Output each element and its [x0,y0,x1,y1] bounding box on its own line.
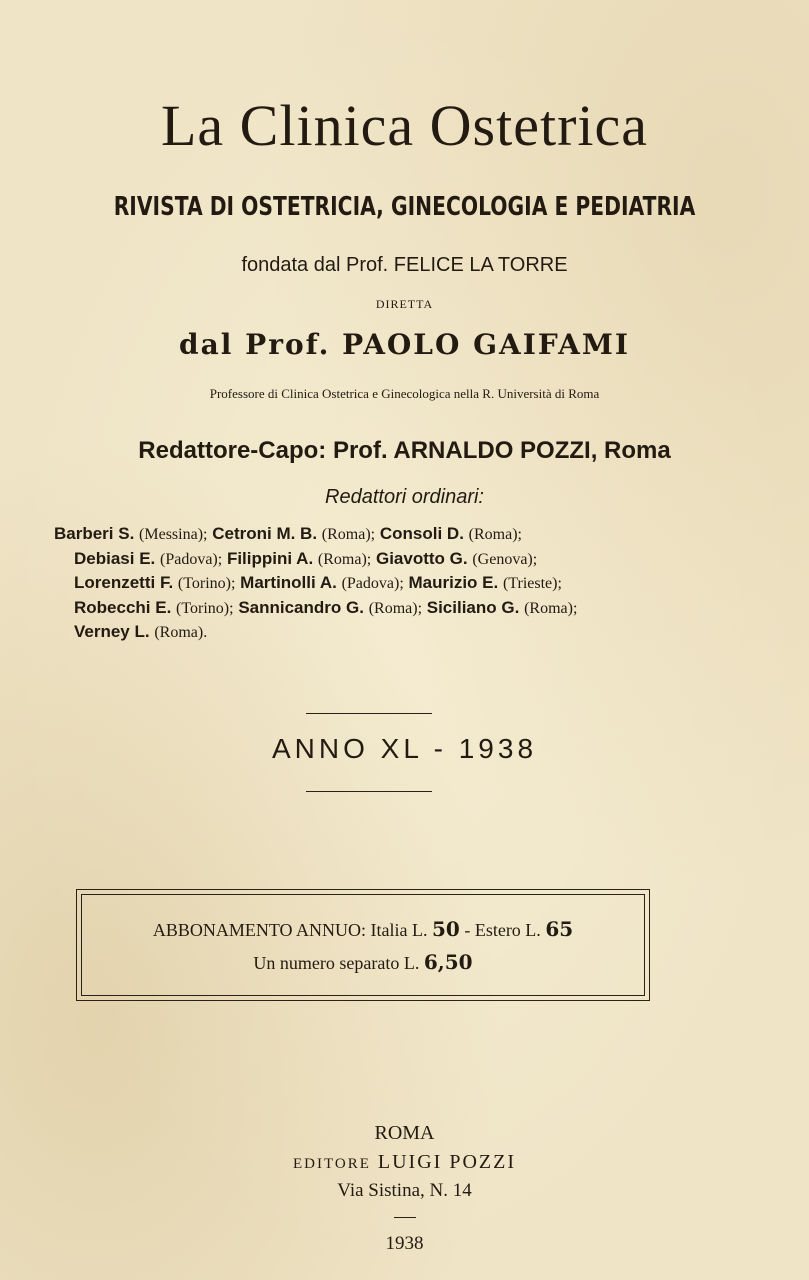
publisher-name: LUIGI POZZI [377,1151,516,1173]
editors-row [54,522,714,547]
imprint-year: 1938 [385,1233,424,1254]
editors-row [54,547,714,572]
editor-name: Siciliano G. [426,597,520,617]
editor-city: (Padova); [341,575,404,592]
editor-name: Filippini A. [226,548,314,568]
editors-row [54,596,714,621]
editor-city: (Roma). [154,624,208,641]
editor-name: Sannicandro G. [238,597,364,617]
editor-name: Lorenzetti F. [74,573,174,592]
editors-row [54,620,714,645]
editor-city: (Roma); [321,526,376,543]
editor-city: (Roma); [468,526,522,543]
directed-label: DIRETTA [375,297,434,311]
editor-name: Martinolli A. [240,573,337,592]
editor-name: Maurizio E. [408,573,499,592]
abroad-price: 65 [545,917,574,941]
editor-name: Robecchi E. [74,597,172,617]
subscription-box-inner [81,894,645,996]
editor-city: (Padova); [160,550,223,568]
top-rule [306,713,432,714]
subscription-single [82,950,644,974]
editors-list [54,522,714,645]
imprint-dash [394,1217,416,1218]
bottom-rule [306,791,432,792]
director-name: dal Prof. PAOLO GAIFAMI [179,328,630,361]
abroad-label: - Estero L. [464,920,541,940]
editor-name: Debiasi E. [74,548,156,568]
single-price: 6,50 [423,950,473,974]
editor-name: Cetroni M. B. [212,524,318,543]
editor-city: (Torino); [176,599,234,617]
editors-row [54,571,714,596]
volume-year: ANNO XL - 1938 [271,733,538,764]
imprint-address: Via Sistina, N. 14 [337,1180,472,1201]
italy-price: 50 [431,917,460,941]
journal-subtitle: RIVISTA DI OSTETRICIA, GINECOLOGIA E PEDIATRIA [113,192,696,222]
imprint-publisher [0,1151,809,1174]
editor-name: Verney L. [74,622,150,641]
ordinary-editors-label: Redattori ordinari: [325,486,484,508]
editor-city: (Roma); [524,599,578,617]
director-title: Professore di Clinica Ostetrica e Ginecologica nella R. Università di Roma [209,386,600,401]
imprint-city: ROMA [374,1122,435,1144]
subscription-annual [82,917,644,941]
publisher-label: EDITORE [293,1156,371,1172]
editor-city: (Trieste); [502,575,562,592]
editor-name: Barberi S. [54,524,135,543]
journal-title: La Clinica Ostetrica [160,93,649,158]
editor-city: (Messina); [139,526,208,543]
founder-line: fondata dal Prof. FELICE LA TORRE [241,254,568,276]
single-label: Un numero separato L. [253,953,420,973]
editor-city: (Genova); [472,550,538,568]
annual-label: ABBONAMENTO ANNUO: Italia L. [152,920,428,940]
chief-editor: Redattore-Capo: Prof. ARNALDO POZZI, Roma [138,437,671,464]
editor-name: Giavotto G. [375,548,468,568]
editor-city: (Roma); [368,599,423,617]
editor-city: (Torino); [177,575,236,592]
editor-city: (Roma); [317,550,372,568]
editor-name: Consoli D. [379,524,464,543]
subscription-box [76,889,650,1001]
